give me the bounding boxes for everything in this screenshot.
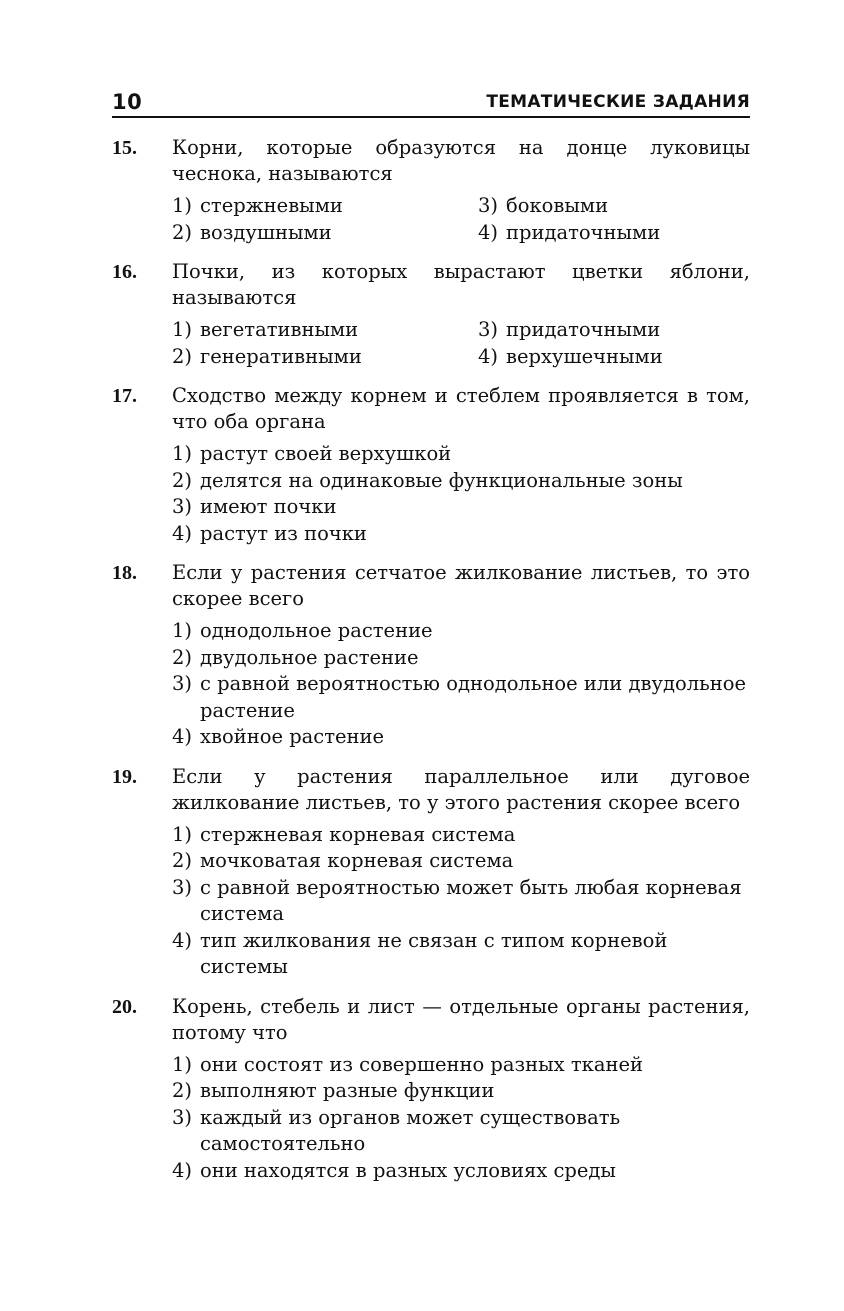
answer-options <box>172 822 750 981</box>
answer-option-1: 1) вегетативными <box>172 318 359 341</box>
question-19 <box>112 764 750 981</box>
running-title: ТЕМАТИЧЕСКИЕ ЗАДАНИЯ <box>486 92 750 112</box>
answer-option-1: 1) растут своей верхушкой <box>172 442 452 465</box>
question-17 <box>112 383 750 547</box>
question-20 <box>112 994 750 1185</box>
answer-option-2: 2) генеративными <box>172 344 362 368</box>
answer-option-4: 4) хвойное растение <box>172 725 385 748</box>
question-number: 15. <box>112 137 137 159</box>
answer-option-4: 4) верхушечными <box>478 344 663 368</box>
answer-options <box>172 618 750 751</box>
question-number: 17. <box>112 385 137 407</box>
question-number: 19. <box>112 765 137 788</box>
answer-option-4: 4) растут из почки <box>172 521 367 545</box>
page-number: 10 <box>112 90 143 114</box>
question-text: Корень, стебель и лист — отдельные органы растения, потому что <box>172 994 750 1044</box>
question-text: Почки, из которых вырастают цветки яблони, называются <box>172 260 750 309</box>
answer-options <box>172 317 750 370</box>
answer-option-4: 4) они находятся в разных условиях среды <box>172 1158 616 1182</box>
answer-option-3: 3) боковыми <box>478 194 609 217</box>
answer-options <box>172 1052 750 1185</box>
answer-option-1: 1) стержневыми <box>172 194 343 217</box>
question-number: 18. <box>112 562 137 584</box>
question-16 <box>112 259 750 370</box>
page-header <box>112 88 750 118</box>
answer-options <box>172 441 750 547</box>
question-text: Если у растения сетчатое жилкование листьев, то это скорее всего <box>172 561 750 610</box>
question-number: 20. <box>112 995 137 1018</box>
question-text: Сходство между корнем и стеблем проявляется в том, что оба органа <box>172 384 750 433</box>
answer-option-2: 2) двудольное растение <box>172 645 419 669</box>
answer-option-2: 2) делятся на одинаковые функциональные зоны <box>172 468 683 492</box>
answer-option-2: 2) выполняют разные функции <box>172 1079 495 1102</box>
question-18 <box>112 560 750 751</box>
question-text: Если у растения параллельное или дуговое жилкование листьев, то у этого растения скорее всего <box>172 764 750 814</box>
answer-option-3: 3) каждый из органов может существовать самостоятельно <box>172 1105 621 1155</box>
answer-option-4: 4) тип жилкования не связан с типом корневой системы <box>172 928 668 978</box>
answer-option-1: 1) стержневая корневая система <box>172 822 516 846</box>
question-number: 16. <box>112 261 137 283</box>
answer-options <box>172 193 750 246</box>
answer-option-4: 4) придаточными <box>478 220 661 244</box>
question-15 <box>112 135 750 246</box>
answer-option-2: 2) воздушными <box>172 220 332 244</box>
answer-option-3: 3) придаточными <box>478 318 661 341</box>
answer-option-2: 2) мочковатая корневая система <box>172 849 514 872</box>
question-list <box>112 135 750 1197</box>
answer-option-3: 3) имеют почки <box>172 495 337 518</box>
answer-option-3: 3) с равной вероятностью однодольное или двудольное растение <box>172 672 746 722</box>
question-text: Корни, которые образуются на донце луковицы чеснока, называются <box>172 136 750 185</box>
answer-option-3: 3) с равной вероятностью может быть любая корневая система <box>172 875 742 925</box>
answer-option-1: 1) они состоят из совершенно разных тканей <box>172 1052 644 1076</box>
answer-option-1: 1) однодольное растение <box>172 619 433 642</box>
